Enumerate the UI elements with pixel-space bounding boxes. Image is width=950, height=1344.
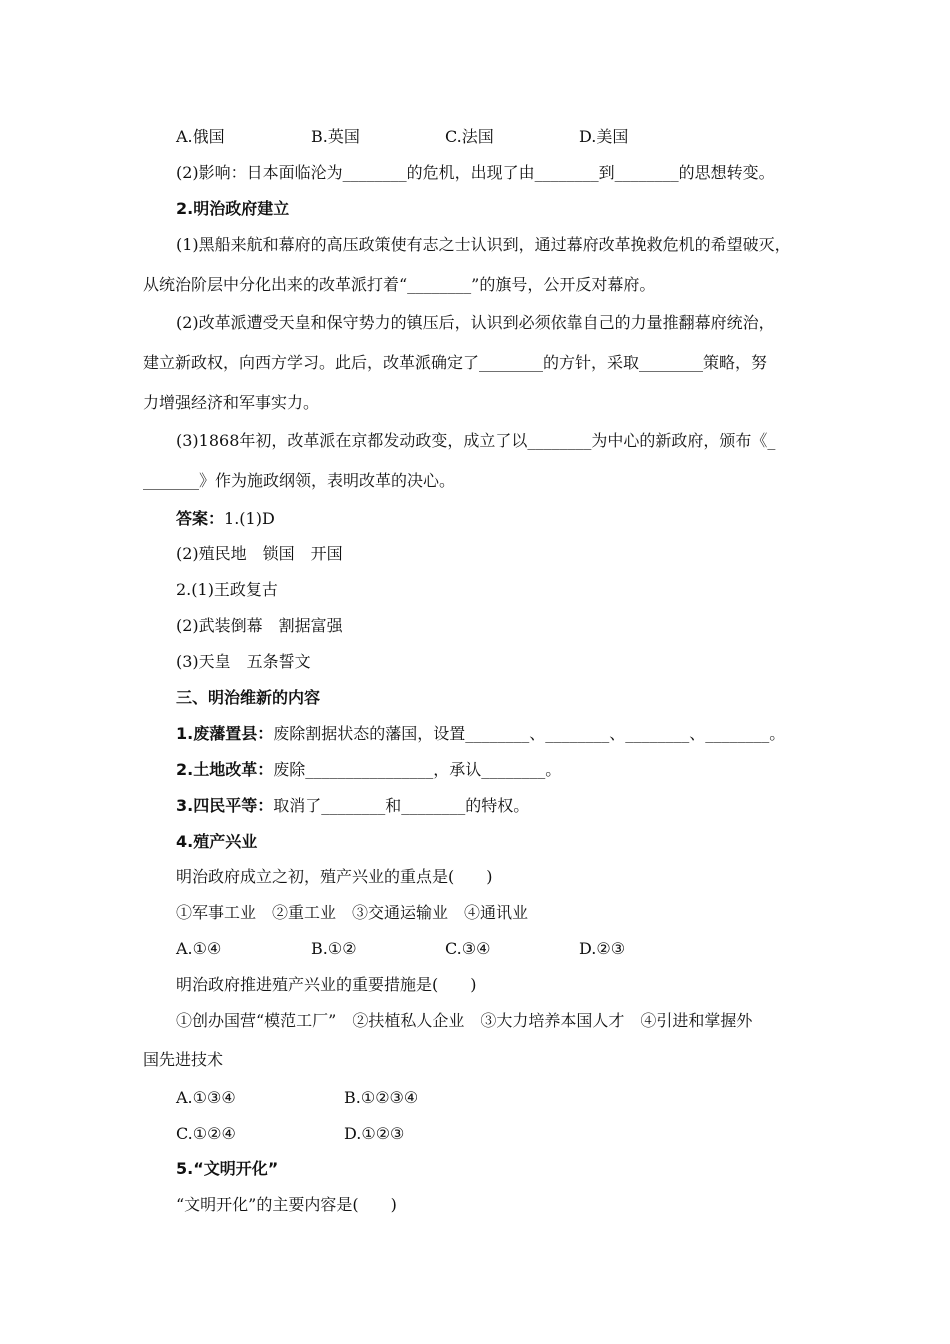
item1-text: 废除割据状态的藩国，设置________、________、________、________。 — [273, 724, 786, 743]
section3-heading: 三、明治维新的内容 — [176, 688, 321, 707]
q4b-choices-line2: 国先进技术 — [143, 1050, 224, 1069]
paragraph-2-1-line2: 从统治阶层中分化出来的改革派打着“________”的旗号，公开反对幕府。 — [143, 275, 656, 294]
q1-impact-line: (2)影响：日本面临沦为________的危机，出现了由________到________的思想转变。 — [176, 163, 775, 182]
q5-stem: “文明开化”的主要内容是( ) — [176, 1195, 397, 1214]
answer-3: 2.(1)王政复古 — [176, 580, 278, 599]
answer-4: (2)武装倒幕 割据富强 — [176, 616, 343, 635]
answer-2: (2)殖民地 锁国 开国 — [176, 544, 343, 563]
paragraph-2-3-line1: (3)1868年初，改革派在京都发动政变，成立了以________为中心的新政府，颁布《_ — [176, 431, 776, 450]
item2-label: 2.土地改革： — [176, 760, 274, 779]
answer-line-1 — [176, 508, 275, 530]
paragraph-2-2-line1: (2)改革派遭受天皇和保守势力的镇压后，认识到必须依靠自己的力量推翻幕府统治， — [176, 313, 775, 332]
item3-label: 3.四民平等： — [176, 796, 274, 815]
option-c: C.法国 — [445, 127, 494, 146]
item4-heading: 4.殖产兴业 — [176, 832, 258, 851]
item5-heading: 5.“文明开化” — [176, 1159, 279, 1178]
paragraph-2-2-line3: 力增强经济和军事实力。 — [143, 393, 320, 412]
item1-label: 1.废藩置县： — [176, 724, 274, 743]
section2-heading: 2.明治政府建立 — [176, 199, 290, 218]
q4b-option-c: C.①②④ — [176, 1124, 236, 1143]
paragraph-2-2-line2: 建立新政权，向西方学习。此后，改革派确定了________的方针，采取________策略，努 — [143, 353, 768, 372]
option-b: B.英国 — [311, 127, 360, 146]
item1-line — [176, 723, 785, 745]
q4a-choices: ①军事工业 ②重工业 ③交通运输业 ④通讯业 — [176, 903, 529, 922]
answer-label: 答案： — [176, 509, 225, 528]
q4b-option-a: A.①③④ — [176, 1088, 236, 1107]
q4a-option-c: C.③④ — [445, 939, 491, 958]
option-d: D.美国 — [579, 127, 629, 146]
answer-1: 1.(1)D — [224, 509, 275, 528]
item2-text: 废除________________，承认________。 — [273, 760, 562, 779]
q4b-option-b: B.①②③④ — [344, 1088, 419, 1107]
paragraph-2-1-line1: (1)黑船来航和幕府的高压政策使有志之士认识到，通过幕府改革挽救危机的希望破灭， — [176, 235, 791, 254]
q4a-option-a: A.①④ — [176, 939, 222, 958]
q4a-option-d: D.②③ — [579, 939, 626, 958]
q4b-stem: 明治政府推进殖产兴业的重要措施是( ) — [176, 975, 477, 994]
q4b-choices-line1: ①创办国营“模范工厂” ②扶植私人企业 ③大力培养本国人才 ④引进和掌握外 — [176, 1011, 753, 1030]
item2-line — [176, 759, 561, 781]
answer-5: (3)天皇 五条誓文 — [176, 652, 311, 671]
item3-text: 取消了________和________的特权。 — [273, 796, 530, 815]
option-a: A.俄国 — [176, 127, 225, 146]
paragraph-2-3-line2: _______》作为施政纲领，表明改革的决心。 — [143, 471, 456, 490]
q4a-option-b: B.①② — [311, 939, 357, 958]
q4b-option-d: D.①②③ — [344, 1124, 405, 1143]
q4a-stem: 明治政府成立之初，殖产兴业的重点是( ) — [176, 867, 493, 886]
item3-line — [176, 795, 529, 817]
